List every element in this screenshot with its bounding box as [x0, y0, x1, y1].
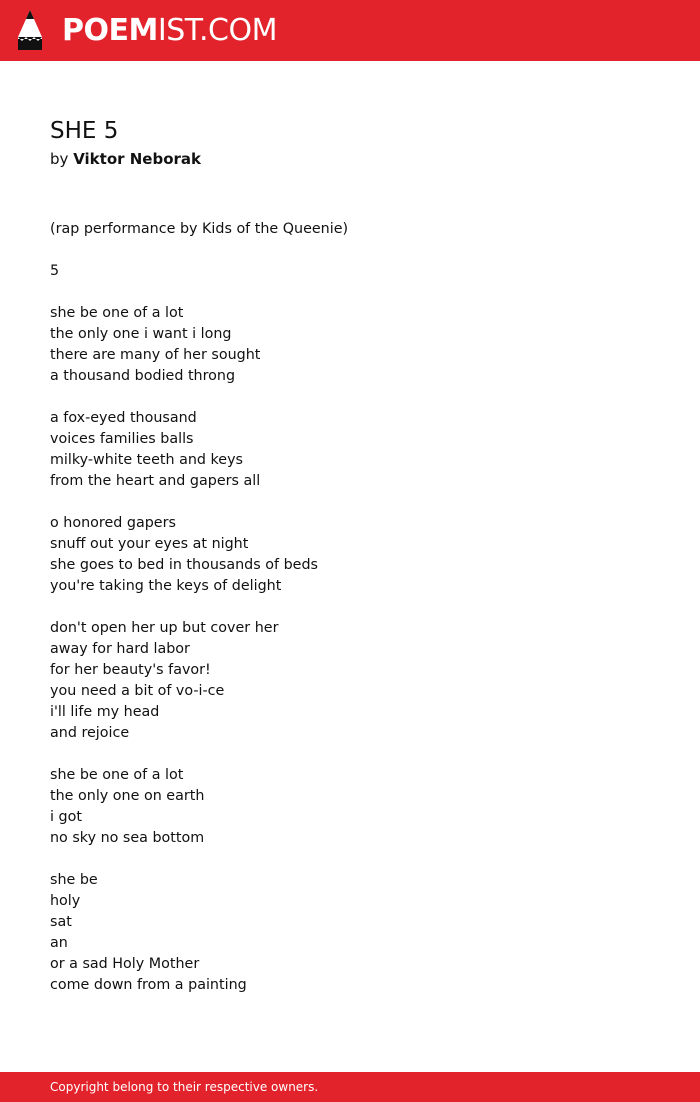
- poem-line: the only one on earth: [50, 788, 205, 804]
- poem-line: there are many of her sought: [50, 347, 261, 363]
- poem-line: for her beauty's favor!: [50, 662, 211, 678]
- poem-author: Viktor Neborak: [73, 150, 202, 168]
- pencil-tip-icon[interactable]: [16, 9, 44, 51]
- poem-line: she be one of a lot: [50, 305, 184, 321]
- stanza-gap: [50, 492, 650, 513]
- poem-line: don't open her up but cover her: [50, 620, 279, 636]
- byline-prefix: by: [50, 150, 69, 168]
- poem-line: she goes to bed in thousands of beds: [50, 557, 318, 573]
- poem-line: i got: [50, 809, 82, 825]
- poem-line: i'll life my head: [50, 704, 160, 720]
- stanza-gap: [50, 849, 650, 870]
- poem-line: she be one of a lot: [50, 767, 184, 783]
- poem-line: a fox-eyed thousand: [50, 410, 197, 426]
- site-header: [0, 0, 700, 61]
- poem-line: an: [50, 935, 68, 951]
- poem-line: milky-white teeth and keys: [50, 452, 244, 468]
- poem-line: you need a bit of vo-i-ce: [50, 683, 225, 699]
- poem-line: away for hard labor: [50, 641, 190, 657]
- stanza-gap: [50, 744, 650, 765]
- site-logo[interactable]: [62, 13, 277, 49]
- poem-line: snuff out your eyes at night: [50, 536, 249, 552]
- poem-title: SHE 5: [50, 118, 119, 144]
- poem-line: (rap performance by Kids of the Queenie): [50, 221, 349, 237]
- poem-line: she be: [50, 872, 98, 888]
- poem-body: [50, 219, 650, 996]
- poem-line: from the heart and gapers all: [50, 473, 261, 489]
- poem-line: sat: [50, 914, 72, 930]
- poem-line: the only one i want i long: [50, 326, 232, 342]
- poem-line: you're taking the keys of delight: [50, 578, 282, 594]
- stanza-gap: [50, 282, 650, 303]
- logo-text-bold: POEM: [62, 13, 158, 48]
- stanza-gap: [50, 240, 650, 261]
- copyright-text: Copyright belong to their respective owners.: [50, 1080, 319, 1094]
- stanza-gap: [50, 387, 650, 408]
- poem-line: come down from a painting: [50, 977, 247, 993]
- poem-line: a thousand bodied throng: [50, 368, 236, 384]
- poem-line: o honored gapers: [50, 515, 176, 531]
- poem-line: 5: [50, 263, 60, 279]
- poem-line: and rejoice: [50, 725, 130, 741]
- poem-byline: [50, 149, 201, 169]
- logo-text-light: IST.COM: [157, 13, 277, 48]
- poem-line: voices families balls: [50, 431, 194, 447]
- poem-line: no sky no sea bottom: [50, 830, 205, 846]
- site-footer: [0, 1072, 700, 1102]
- stanza-gap: [50, 597, 650, 618]
- poem-line: holy: [50, 893, 81, 909]
- poem-line: or a sad Holy Mother: [50, 956, 200, 972]
